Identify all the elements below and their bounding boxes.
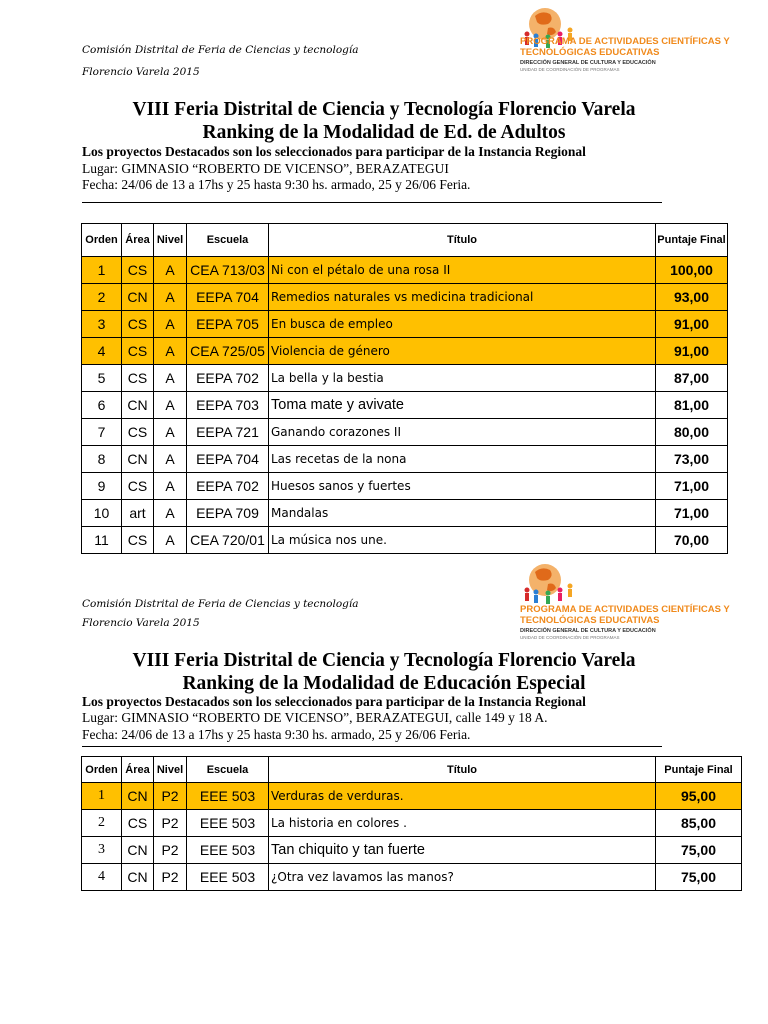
- score-cell: 95,00: [656, 783, 742, 810]
- level-cell: A: [154, 392, 187, 419]
- column-header: Título: [269, 224, 656, 257]
- column-header: Escuela: [187, 224, 269, 257]
- rank-cell: 2: [82, 810, 122, 837]
- title-cell: La historia en colores .: [269, 810, 656, 837]
- score-cell: 85,00: [656, 810, 742, 837]
- column-header: Orden: [82, 224, 122, 257]
- score-cell: 80,00: [656, 419, 728, 446]
- rank-cell: 6: [82, 392, 122, 419]
- column-header: Nivel: [154, 757, 187, 783]
- school-cell: EEPA 704: [187, 284, 269, 311]
- area-cell: CS: [122, 311, 154, 338]
- rank-cell: 9: [82, 473, 122, 500]
- title-cell: Toma mate y avivate: [269, 392, 656, 419]
- school-cell: EEPA 721: [187, 419, 269, 446]
- logo-subtext-small: UNIDAD DE COORDINACIÓN DE PROGRAMAS: [520, 635, 620, 640]
- title-cell: Tan chiquito y tan fuerte: [269, 837, 656, 864]
- title-cell: Verduras de verduras.: [269, 783, 656, 810]
- header-commission: Comisión Distrital de Feria de Ciencias y tecnología: [82, 44, 359, 56]
- title-cell: ¿Otra vez lavamos las manos?: [269, 864, 656, 891]
- level-cell: P2: [154, 837, 187, 864]
- area-cell: CN: [122, 284, 154, 311]
- ranking-table: [81, 756, 742, 891]
- score-cell: 93,00: [656, 284, 728, 311]
- score-cell: 71,00: [656, 473, 728, 500]
- column-header: Área: [122, 224, 154, 257]
- column-header: Escuela: [187, 757, 269, 783]
- rank-cell: 1: [82, 257, 122, 284]
- divider: [82, 746, 662, 747]
- rank-cell: 5: [82, 365, 122, 392]
- area-cell: art: [122, 500, 154, 527]
- level-cell: A: [154, 257, 187, 284]
- header-location-year: Florencio Varela 2015: [82, 617, 200, 629]
- level-cell: A: [154, 365, 187, 392]
- level-cell: A: [154, 446, 187, 473]
- page-title: VIII Feria Distrital de Ciencia y Tecnología Florencio Varela: [132, 650, 636, 671]
- title-cell: Las recetas de la nona: [269, 446, 656, 473]
- page-subtitle: Ranking de la Modalidad de Educación Especial: [182, 673, 586, 694]
- level-cell: A: [154, 284, 187, 311]
- area-cell: CS: [122, 527, 154, 554]
- ranking-table: [81, 223, 728, 554]
- title-cell: Huesos sanos y fuertes: [269, 473, 656, 500]
- school-cell: EEE 503: [187, 810, 269, 837]
- table-row: [82, 783, 742, 810]
- table-row: [82, 473, 728, 500]
- venue-line: Lugar: GIMNASIO “ROBERTO DE VICENSO”, BERAZATEGUI, calle 149 y 18 A.: [82, 710, 548, 725]
- rank-cell: 3: [82, 311, 122, 338]
- school-cell: EEPA 702: [187, 365, 269, 392]
- divider: [82, 202, 662, 203]
- program-logo: [520, 560, 750, 640]
- school-cell: EEE 503: [187, 783, 269, 810]
- score-cell: 100,00: [656, 257, 728, 284]
- level-cell: P2: [154, 783, 187, 810]
- table-row: [82, 500, 728, 527]
- score-cell: 87,00: [656, 365, 728, 392]
- area-cell: CN: [122, 864, 154, 891]
- score-cell: 91,00: [656, 311, 728, 338]
- score-cell: 75,00: [656, 837, 742, 864]
- title-cell: Ni con el pétalo de una rosa II: [269, 257, 656, 284]
- logo-text: PROGRAMA DE ACTIVIDADES CIENTÍFICAS Y TECNOLÓGICAS EDUCATIVAS: [520, 604, 730, 626]
- school-cell: EEPA 705: [187, 311, 269, 338]
- score-cell: 73,00: [656, 446, 728, 473]
- rank-cell: 11: [82, 527, 122, 554]
- logo-text: PROGRAMA DE ACTIVIDADES CIENTÍFICAS Y TECNOLÓGICAS EDUCATIVAS: [520, 36, 730, 58]
- table-row: [82, 810, 742, 837]
- title-cell: La música nos une.: [269, 527, 656, 554]
- level-cell: A: [154, 419, 187, 446]
- column-header: Puntaje Final: [656, 757, 742, 783]
- school-cell: EEPA 702: [187, 473, 269, 500]
- area-cell: CN: [122, 446, 154, 473]
- rank-cell: 1: [82, 783, 122, 810]
- title-cell: Violencia de género: [269, 338, 656, 365]
- logo-subtext: DIRECCIÓN GENERAL DE CULTURA Y EDUCACIÓN: [520, 60, 656, 66]
- school-cell: EEPA 709: [187, 500, 269, 527]
- column-header: Puntaje Final: [656, 224, 728, 257]
- school-cell: CEA 725/05: [187, 338, 269, 365]
- table-row: [82, 837, 742, 864]
- rank-cell: 4: [82, 338, 122, 365]
- table-row: [82, 864, 742, 891]
- school-cell: EEE 503: [187, 864, 269, 891]
- table-row: [82, 311, 728, 338]
- title-cell: La bella y la bestia: [269, 365, 656, 392]
- title-cell: Remedios naturales vs medicina tradicional: [269, 284, 656, 311]
- area-cell: CS: [122, 338, 154, 365]
- level-cell: P2: [154, 864, 187, 891]
- score-cell: 81,00: [656, 392, 728, 419]
- column-header: Título: [269, 757, 656, 783]
- area-cell: CS: [122, 365, 154, 392]
- rank-cell: 3: [82, 837, 122, 864]
- level-cell: A: [154, 473, 187, 500]
- score-cell: 75,00: [656, 864, 742, 891]
- table-header-row: [82, 224, 728, 257]
- table-row: [82, 419, 728, 446]
- table-row: [82, 365, 728, 392]
- table-header-row: [82, 757, 742, 783]
- table-row: [82, 284, 728, 311]
- rank-cell: 10: [82, 500, 122, 527]
- area-cell: CN: [122, 783, 154, 810]
- table-row: [82, 338, 728, 365]
- level-cell: A: [154, 338, 187, 365]
- level-cell: A: [154, 527, 187, 554]
- school-cell: EEE 503: [187, 837, 269, 864]
- column-header: Nivel: [154, 224, 187, 257]
- logo-subtext: DIRECCIÓN GENERAL DE CULTURA Y EDUCACIÓN: [520, 628, 656, 634]
- school-cell: CEA 713/03: [187, 257, 269, 284]
- program-logo: [520, 4, 750, 74]
- header-commission: Comisión Distrital de Feria de Ciencias y tecnología: [82, 598, 359, 610]
- column-header: Orden: [82, 757, 122, 783]
- area-cell: CS: [122, 419, 154, 446]
- area-cell: CN: [122, 837, 154, 864]
- logo-subtext-small: UNIDAD DE COORDINACIÓN DE PROGRAMAS: [520, 67, 620, 72]
- area-cell: CS: [122, 257, 154, 284]
- table-row: [82, 527, 728, 554]
- venue-line: Lugar: GIMNASIO “ROBERTO DE VICENSO”, BERAZATEGUI: [82, 161, 449, 176]
- school-cell: EEPA 703: [187, 392, 269, 419]
- column-header: Área: [122, 757, 154, 783]
- rank-cell: 4: [82, 864, 122, 891]
- rank-cell: 7: [82, 419, 122, 446]
- score-cell: 70,00: [656, 527, 728, 554]
- level-cell: P2: [154, 810, 187, 837]
- level-cell: A: [154, 500, 187, 527]
- date-line: Fecha: 24/06 de 13 a 17hs y 25 hasta 9:30 hs. armado, 25 y 26/06 Feria.: [82, 727, 471, 742]
- rank-cell: 2: [82, 284, 122, 311]
- title-cell: Ganando corazones II: [269, 419, 656, 446]
- globe-kids-icon: [520, 560, 582, 606]
- table-row: [82, 446, 728, 473]
- rank-cell: 8: [82, 446, 122, 473]
- area-cell: CS: [122, 473, 154, 500]
- table-row: [82, 392, 728, 419]
- area-cell: CN: [122, 392, 154, 419]
- selection-note: Los proyectos Destacados son los seleccionados para participar de la Instancia Regional: [82, 144, 586, 159]
- score-cell: 71,00: [656, 500, 728, 527]
- selection-note: Los proyectos Destacados son los seleccionados para participar de la Instancia Regional: [82, 694, 586, 709]
- page-title: VIII Feria Distrital de Ciencia y Tecnología Florencio Varela: [132, 99, 636, 120]
- level-cell: A: [154, 311, 187, 338]
- page-subtitle: Ranking de la Modalidad de Ed. de Adultos: [202, 122, 566, 143]
- score-cell: 91,00: [656, 338, 728, 365]
- school-cell: CEA 720/01: [187, 527, 269, 554]
- area-cell: CS: [122, 810, 154, 837]
- school-cell: EEPA 704: [187, 446, 269, 473]
- table-row: [82, 257, 728, 284]
- title-cell: En busca de empleo: [269, 311, 656, 338]
- date-line: Fecha: 24/06 de 13 a 17hs y 25 hasta 9:30 hs. armado, 25 y 26/06 Feria.: [82, 177, 471, 192]
- title-cell: Mandalas: [269, 500, 656, 527]
- header-location-year: Florencio Varela 2015: [82, 66, 200, 78]
